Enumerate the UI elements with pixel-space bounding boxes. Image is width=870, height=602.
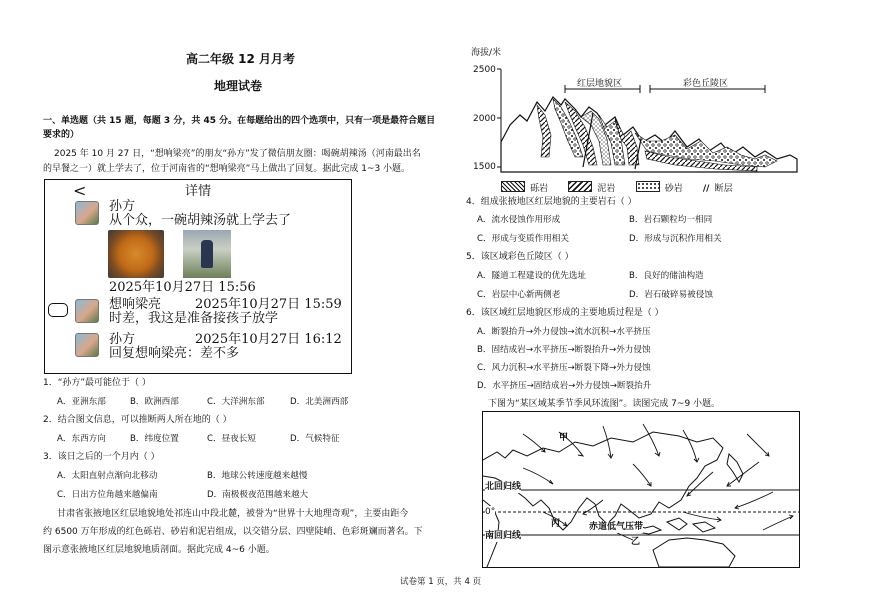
legend-item: 砾岩 — [530, 184, 549, 194]
child-photo — [183, 230, 231, 278]
q2-option-d: D．气候特征 — [290, 434, 340, 444]
exam-subject: 地理试卷 — [214, 79, 263, 93]
poster-name: 孙方 — [109, 199, 136, 214]
legend-item: 砂岩 — [664, 184, 683, 194]
back-arrow-icon: < — [73, 181, 87, 200]
question-2-stem: 2．结合图文信息，可以推断两人所在地的（ ） — [43, 415, 232, 425]
reply1-time: 2025年10月27日 15:59 — [195, 297, 342, 312]
q4-option-d: D．形成与沉积作用相关 — [629, 234, 722, 244]
label-jia: 甲 — [559, 433, 569, 443]
q1-option-c: C．大洋洲东部 — [207, 397, 265, 407]
profile-drawing — [465, 47, 805, 187]
section-heading: 一、单选题（共 15 题，每题 3 分，共 45 分。在每题给出的四个选项中，只有一项是最符合题目 — [43, 116, 436, 126]
q3-option-a: A．太阳直射点渐向北移动 — [57, 471, 158, 481]
map-intro: 下图为“某区域某季节季风环流图”。读图完成 7~9 小题。 — [488, 399, 721, 409]
itcz-label: 赤道低气压带 — [589, 522, 644, 532]
q5-option-b: B．良好的储油构造 — [629, 271, 704, 281]
q5-option-d: D．岩石破碎易被侵蚀 — [629, 290, 713, 300]
map-drawing — [483, 412, 799, 567]
q4-option-b: B．岩石颗粒均一相同 — [629, 215, 713, 225]
avatar — [75, 299, 99, 323]
question-4-stem: 4．组成张掖地区红层地貌的主要岩石（ ） — [466, 197, 637, 207]
reply2-name: 孙方 — [109, 332, 136, 347]
wechat-header: 详情 — [185, 184, 212, 199]
label-yi: 乙 — [631, 537, 641, 547]
q2-option-b: B．纬度位置 — [130, 434, 179, 444]
y-tick: 2000 — [473, 114, 496, 124]
legend-item: 泥岩 — [597, 184, 616, 194]
south-tropic-label: 南回归线 — [485, 531, 522, 541]
q5-option-a: A．隧道工程建设的优先选址 — [477, 271, 587, 281]
north-tropic-label: 北回归线 — [485, 482, 522, 492]
fault-symbol-icon: // — [702, 184, 710, 194]
legend — [501, 176, 733, 194]
passage-line-2: 约 6500 万年形成的红色砾岩、砂岩和泥岩组成，以交错分层、四壁陡峭、色彩斑斓而著名。下 — [43, 527, 423, 537]
y-tick: 1500 — [473, 162, 496, 172]
question-3-stem: 3．该日之后的一个月内（ ） — [43, 452, 160, 462]
reply1-text: 时差，我这是准备接孩子放学 — [109, 311, 279, 326]
wechat-screenshot — [44, 179, 352, 374]
soup-photo — [108, 230, 164, 278]
page-footer: 试卷第 1 页，共 4 页 — [400, 577, 482, 587]
geologic-profile — [465, 47, 805, 194]
reply2-time: 2025年10月27日 16:12 — [195, 332, 342, 347]
post-time: 2025年10月27日 15:56 — [109, 280, 256, 295]
q3-option-c: C．日出方位角越来越偏南 — [57, 490, 158, 500]
q6-option-b: B．固结成岩→水平挤压→断裂抬升→外力侵蚀 — [477, 345, 651, 355]
y-axis-label: 海拔/米 — [471, 48, 502, 58]
question-6-stem: 6．该区域红层地貌区形成的主要地质过程是（ ） — [466, 308, 664, 318]
region-label: 彩色丘陵区 — [683, 79, 729, 89]
equator-label: 0° — [485, 507, 496, 517]
reply1-name: 想响梁亮 — [109, 297, 162, 312]
exam-title: 高二年级 12 月月考 — [186, 52, 296, 66]
section-heading-cont: 要求的） — [43, 130, 80, 140]
question-5-stem: 5．该区域彩色丘陵区（ ） — [466, 252, 574, 262]
q5-option-c: C．岩层中心新两侧老 — [477, 290, 561, 300]
q4-option-a: A．流水侵蚀作用形成 — [477, 215, 561, 225]
passage-line-3: 图示意张掖地区红层地貌地质剖面。据此完成 4~6 小题。 — [43, 545, 275, 555]
legend-item: 断层 — [714, 184, 733, 194]
mudstone-swatch-icon — [568, 181, 592, 192]
q6-option-a: A．断裂抬升→外力侵蚀→流水沉积→水平挤压 — [477, 327, 651, 337]
reply2-text: 回复想响梁亮：差不多 — [109, 346, 240, 361]
y-tick: 2500 — [473, 65, 496, 75]
monsoon-map — [482, 411, 800, 568]
label-bing: 丙 — [551, 519, 561, 529]
q3-option-b: B．地球公转速度越来越慢 — [207, 471, 308, 481]
passage-line-1: 甘肃省张掖地区红层地貌地处祁连山中段北麓，被誉为“世界十大地理奇观”，主要由距今 — [57, 509, 409, 519]
post-text: 从个众，一碗胡辣汤就上学去了 — [109, 213, 292, 228]
q1-option-b: B．欧洲西部 — [130, 397, 179, 407]
q2-option-c: C．昼夜长短 — [207, 434, 256, 444]
q1-option-d: D．北美洲西部 — [290, 397, 349, 407]
intro-line-2: 的早餐之一）就上学去了，位于河南省的“想响梁亮”马上做出了回复。据此完成 1~3 小题。 — [43, 164, 411, 174]
gravel-swatch-icon — [501, 181, 525, 192]
q1-option-a: A．亚洲东部 — [57, 397, 106, 407]
avatar — [75, 201, 99, 225]
intro-line-1: 2025 年 10 月 27 日，“想响梁亮”的朋友“孙方”发了微信朋友圈：喝碗胡辣汤（河南最出名 — [54, 149, 421, 159]
sandstone-swatch-icon — [636, 181, 660, 192]
q4-option-c: C．形成与变质作用相关 — [477, 234, 569, 244]
q2-option-a: A．东西方向 — [57, 434, 106, 444]
region-label: 红层地貌区 — [577, 79, 623, 89]
question-1-stem: 1．“孙方”最可能位于（ ） — [43, 378, 151, 388]
comment-icon — [48, 303, 68, 317]
q3-option-d: D．南极极夜范围越来越大 — [207, 490, 309, 500]
avatar — [75, 333, 99, 357]
q6-option-d: D．水平挤压→固结成岩→外力侵蚀→断裂抬升 — [477, 381, 652, 391]
q6-option-c: C．风力沉积→水平挤压→断裂下降→外力侵蚀 — [477, 363, 651, 373]
